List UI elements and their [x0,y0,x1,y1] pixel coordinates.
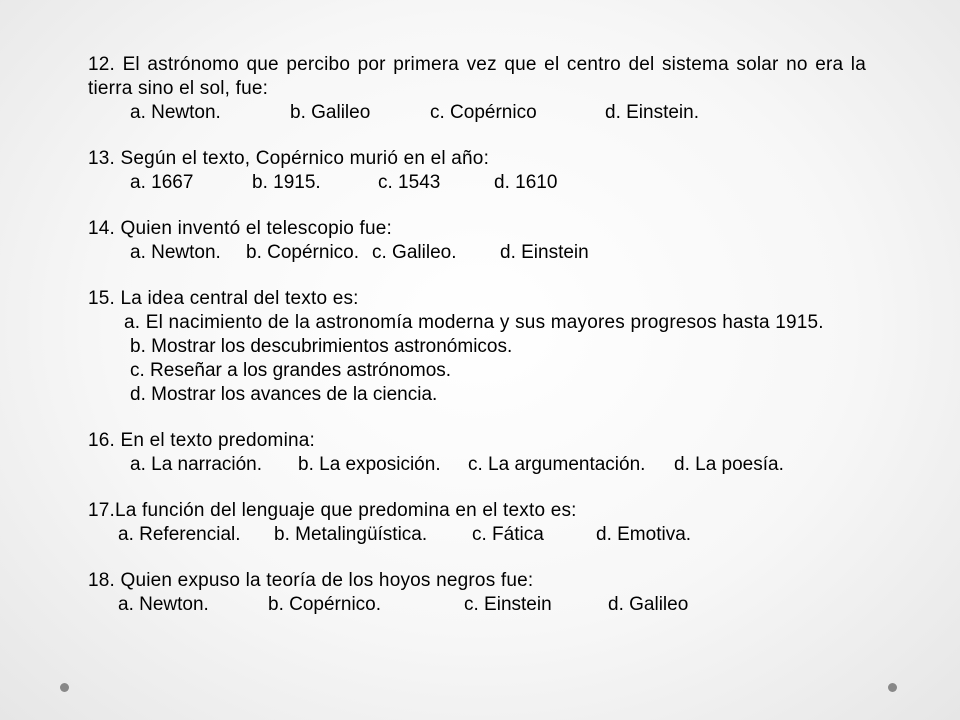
question-12-options [88,101,866,125]
option-d: d. Emotiva. [596,524,692,545]
option-c: c. Galileo. [372,242,457,263]
question-18 [88,569,866,617]
option-a: a. La narración. [130,454,263,475]
question-13-options [88,171,866,195]
option-d: d. Einstein [500,242,589,263]
question-14-stem: 14. Quien inventó el telescopio fue: [88,218,393,239]
slide-corner-dot-icon [60,683,69,692]
option-d: d. 1610 [494,172,558,193]
question-18-options [88,593,866,617]
question-16-options [88,453,866,477]
question-12-stem: 12. El astrónomo que percibo por primera vez que el centro del sistema solar no era la tierra sino el sol, fue: [88,54,866,99]
option-d: d. La poesía. [674,454,784,475]
option-b: b. La exposición. [298,454,441,475]
question-15-option-b: b. Mostrar los descubrimientos astronómicos. [130,336,513,357]
option-a: a. 1667 [130,172,194,193]
option-c: c. Fática [472,524,544,545]
option-a: a. Newton. [118,594,209,615]
option-b: b. 1915. [252,172,321,193]
option-c: c. 1543 [378,172,441,193]
option-b: b. Copérnico. [268,594,382,615]
question-12 [88,53,866,125]
question-17-options [88,523,866,547]
question-16-stem: 16. En el texto predomina: [88,430,316,451]
question-18-stem: 18. Quien expuso la teoría de los hoyos negros fue: [88,570,534,591]
option-a: a. Newton. [130,242,221,263]
slide-corner-dot-icon [888,683,897,692]
option-d: d. Galileo [608,594,689,615]
question-14-options [88,241,866,265]
question-15-stem: 15. La idea central del texto es: [88,288,359,309]
question-list [88,53,866,639]
question-13-stem: 13. Según el texto, Copérnico murió en el año: [88,148,490,169]
question-15-option-c: c. Reseñar a los grandes astrónomos. [130,360,452,381]
option-c: c. Einstein [464,594,552,615]
option-a: a. Referencial. [118,524,241,545]
question-17 [88,499,866,547]
question-17-stem: 17.La función del lenguaje que predomina en el texto es: [88,500,577,521]
question-15 [88,287,866,407]
option-b: b. Galileo [290,102,371,123]
question-16 [88,429,866,477]
option-c: c. Copérnico [430,102,537,123]
option-b: b. Metalingüística. [274,524,428,545]
option-b: b. Copérnico. [246,242,360,263]
option-c: c. La argumentación. [468,454,646,475]
question-13 [88,147,866,195]
question-15-option-a: a. El nacimiento de la astronomía moderna y sus mayores progresos hasta 1915. [124,312,824,333]
question-14 [88,217,866,265]
question-15-option-d: d. Mostrar los avances de la ciencia. [130,384,438,405]
option-a: a. Newton. [130,102,221,123]
option-d: d. Einstein. [605,102,699,123]
